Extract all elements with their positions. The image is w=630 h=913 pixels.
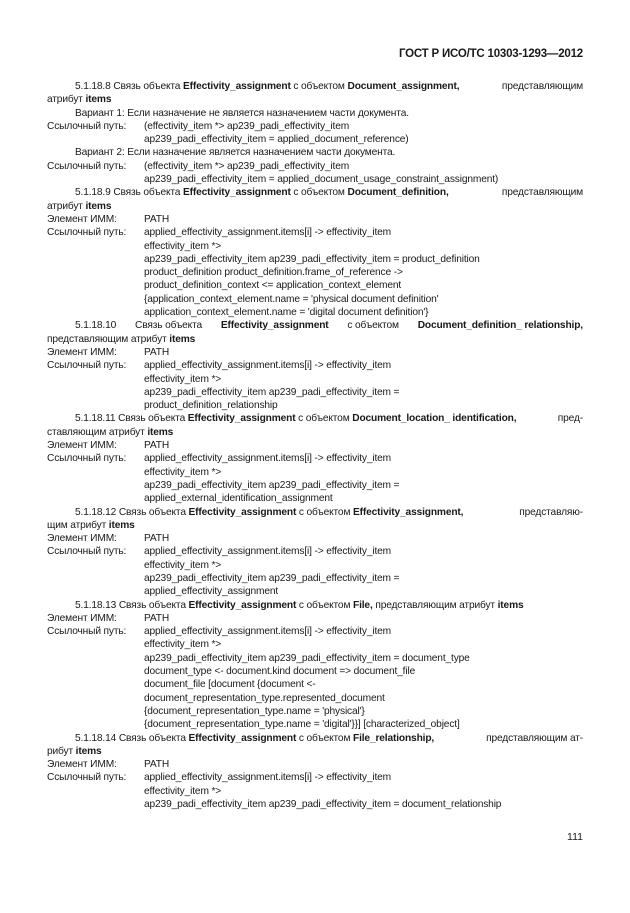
section-5-1-18-14-heading: 5.1.18.14 Связь объекта Effectivity_assignment с объектом File_relationship, представляющим ат- <box>75 732 583 744</box>
section-5-1-18-8-heading: 5.1.18.8 Связь объекта Effectivity_assignment с объектом Document_assignment, представляющим <box>75 81 583 92</box>
section-5-1-18-9-heading: 5.1.18.9 Связь объекта Effectivity_assignment с объектом Document_definition, представляющим <box>75 187 583 199</box>
page-number: 111 <box>567 831 583 843</box>
document-header: ГОСТ Р ИСО/ТС 10303-1293—2012 <box>398 48 583 60</box>
section-5-1-18-11-heading: 5.1.18.11 Связь объекта Effectivity_assignment с объектом Document_location_ identification, пред- <box>75 413 583 425</box>
section-5-1-18-10-heading: 5.1.18.10 Связь объекта Effectivity_assignment с объектом Document_definition_ relationship, <box>75 320 583 332</box>
section-5-1-18-13-heading: 5.1.18.13 Связь объекта Effectivity_assignment с объектом File, представляющим атрибут items <box>75 599 524 611</box>
section-5-1-18-12-heading: 5.1.18.12 Связь объекта Effectivity_assignment с объектом Effectivity_assignment, представляю- <box>75 506 583 518</box>
variant-2-title: Вариант 2: Если назначение является назначением части документа. <box>75 147 396 159</box>
variant-1-title: Вариант 1: Если назначение не является назначением части документа. <box>75 107 409 119</box>
document-body: 5.1.18.8 Связь объекта Effectivity_assignment с объектом Document_assignment, представляющим атрибут items Вариант 1: Если назначение не является назначением части документа. Ссылочный путь: (effectivity_item *> ap239_padi_effectivity_item ap239_padi_effectivity_item = applied_document_reference) Вариант 2: Если назначение является назначением части документа. Ссылочный путь: (effectivity_item *> ap239_padi_effectivity_item ap239_padi_effectivity_item = applied_document_usage_constraint_assignment) 5.1.18.9 Связь объекта Effectivity_assignment с объектом Document_definition, представляющим атрибут items Элемент ИММ: PATH Ссылочный путь: applied_effectivity_assignment.items[i] -> effectivity_item effectivity_item *> ap239_padi_effectivity_item ap239_padi_effectivity_item = product_definition product_definition product_definition.frame_of_reference -> product_definition_context <= application_context_element {application_context_element.name = 'physical document definition' application_context_element.name = 'digital document definition'} 5.1.18.10 Связь объекта Effectivity_assignment с объектом Document_definition_ relationship, представляющим атрибут items Элемент ИММ: PATH Ссылочный путь: applied_effectivity_assignment.items[i] -> effectivity_item effectivity_item *> ap239_padi_effectivity_item ap239_padi_effectivity_item = product_definition_relationship 5.1.18.11 Связь объекта Effectivity_assignment с объектом Document_location_ identification, пред- ставляющим атрибут items Элемент ИММ: PATH Ссылочный путь: applied_effectivity_assignment.items[i] -> effectivity_item effectivity_item *> ap239_padi_effectivity_item ap239_padi_effectivity_item = applied_external_identification_assignment 5.1.18.12 Связь объекта Effectivity_assignment с объектом Effectivity_assignment, представляю- щим атрибут items Элемент ИММ: PATH Ссылочный путь: applied_effectivity_assignment.items[i] -> effectivity_item effectivity_item *> ap239_padi_effectivity_item ap239_padi_effectivity_item = applied_effectivity_assignment 5.1.18.13 Связь объекта Effectivity_assignment с объектом File, представляющим атрибут items Элемент ИММ: PATH Ссылочный путь: applied_effectivity_assignment.items[i] -> effectivity_item effectivity_item *> ap239_padi_effectivity_item ap239_padi_effectivity_item = document_type document_type <- document.kind document => document_file document_file [document {document <- document_representation_type.represented_document {document_representation_type.name = 'physical'} {document_representation_type.name = 'digital'}}] [characterized_object] 5.1.18.14 Связь объекта Effectivity_assignment с объектом File_relationship, представляющим ат- рибут items Элемент ИММ: PATH Ссылочный путь: applied_effectivity_assignment.items[i] -> effectivity_item effectivity_item *> ap239_padi_effectivity_item ap239_padi_effectivity_item = document_relationship <box>47 81 583 811</box>
